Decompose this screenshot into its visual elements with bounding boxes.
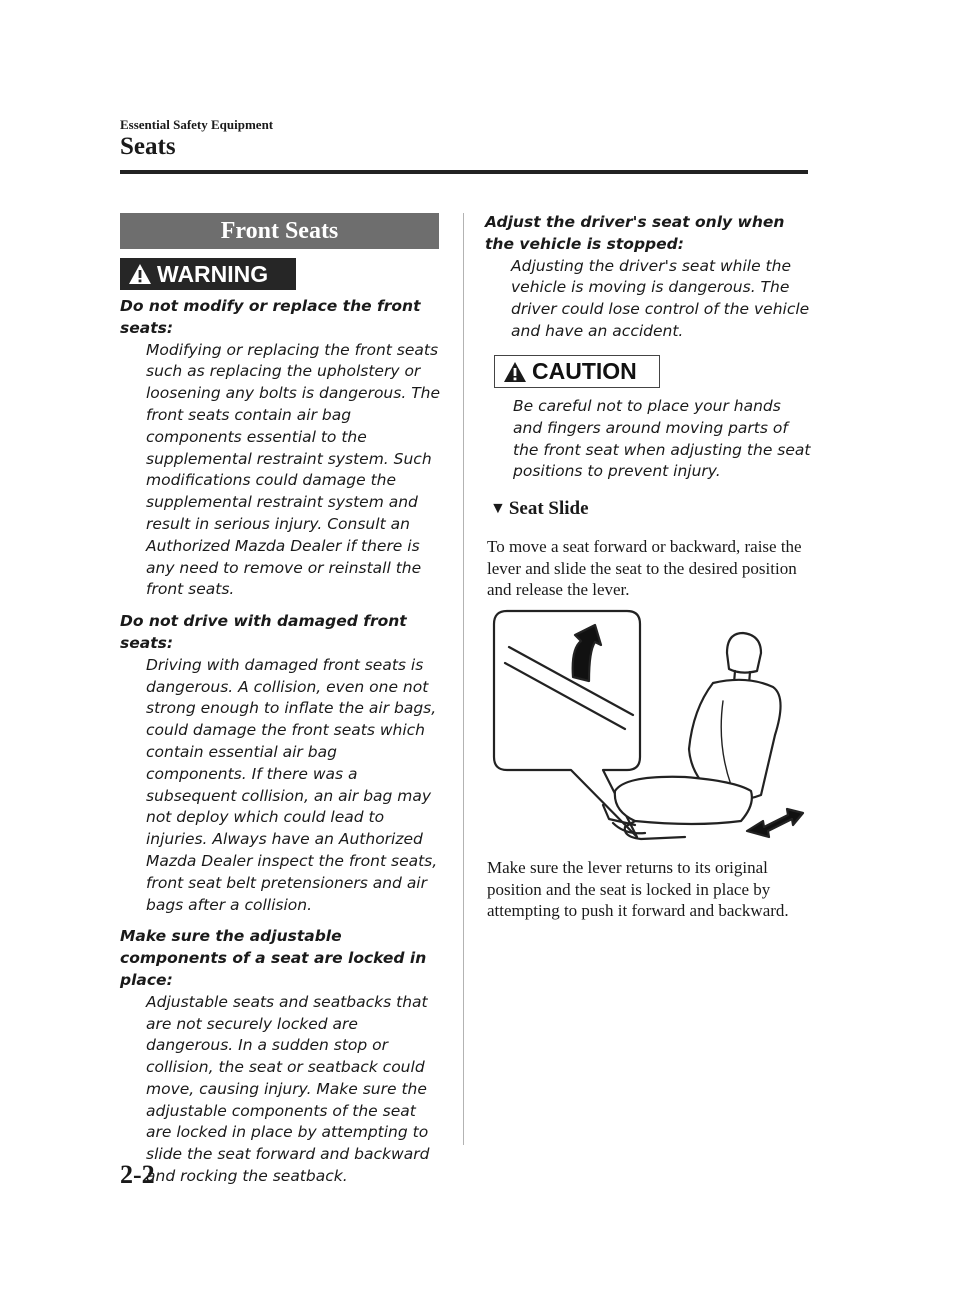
slide-arrow-icon [747,809,803,837]
seat-slide-title: Seat Slide [508,498,589,519]
headrest [727,633,761,673]
warning-item [120,926,442,1188]
seat-slide-heading [490,498,589,520]
lever-check-instructions: Make sure the lever returns to its original position and the seat is locked in place by attempting to push it forward and backward. [487,858,789,921]
warning-item [120,611,442,916]
page-number: 2-2 [120,1160,155,1189]
caution-badge [494,355,660,388]
header-rule [120,170,808,174]
warning-icon [128,263,152,285]
driver-seat-warning [485,212,815,343]
warning-item [120,296,442,601]
warning-body: Modifying or replacing the front seats such as replacing the upholstery or loosening any bolts is dangerous. The front seats contain air bag components essential to the supplemental restraint system. Such modifications could damage the supplemental restraint system and result in serious injury. Consult an Authorized Mazda Dealer if there is any need to remove or reinstall the front seats. [146,340,441,599]
warning-title: Make sure the adjustable components of a seat are locked in place: [120,927,427,989]
caution-text: Be careful not to place your hands and fingers around moving parts of the front seat when adjusting the seat positions to prevent injury. [513,397,811,481]
seat-slide-illustration [485,605,815,845]
caution-icon [503,361,527,383]
warning-title: Do not modify or replace the front seats: [120,297,421,337]
seat-slide-instructions: To move a seat forward or backward, raise the lever and slide the seat to the desired position and release the lever. [487,537,802,600]
warning-label: WARNING [157,260,269,287]
warning-messages [120,296,442,1198]
seat-cushion [615,777,752,824]
warning-body: Adjusting the driver's seat while the vehicle is moving is dangerous. The driver could lose control of the vehicle and have an accident. [511,256,810,340]
column-divider [463,213,464,1145]
section-label: Essential Safety Equipment [120,117,274,132]
page-title: Seats [120,133,176,160]
warning-body: Adjustable seats and seatbacks that are not securely locked are dangerous. In a sudden stop or collision, the seat or seatback could move, causing injury. Make sure the adjustable components of the seat are locked in place by attempting to slide the seat forward and backward and rocking the seatback. [146,992,430,1186]
warning-body: Driving with damaged front seats is dangerous. A collision, even one not strong enough to inflate the air bags, could damage the front seats which contain essential air bag components. If there was a subsequent collision, an air bag may not deploy which could lead to injuries. Always have an Authorized Mazda Dealer inspect the front seats, front seat belt pretensioners and air bags after a collision. [146,655,438,914]
warning-title: Adjust the driver's seat only when the vehicle is stopped: [485,213,785,253]
caution-label: CAUTION [532,358,637,384]
triangle-bullet-icon: ▼ [490,500,506,517]
front-seats-heading: Front Seats [120,213,439,249]
warning-title: Do not drive with damaged front seats: [120,612,407,652]
warning-badge [120,258,296,290]
